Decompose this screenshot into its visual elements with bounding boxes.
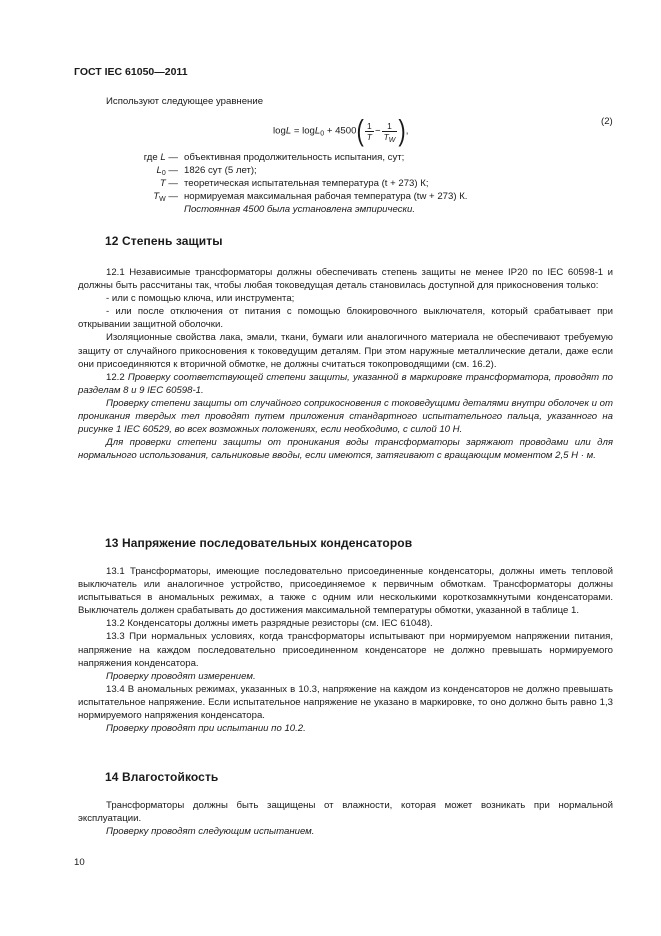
- fraction-2: $\frac{1}{T_W}$: [383, 120, 396, 144]
- close-paren: ): [398, 113, 406, 148]
- paragraph: Проверку степени защиты от случайного соприкосновения с токоведущими деталями внутри оболочек и от проникания твердых тел проводят путем приложения стандартного испытательного пальца, указанного на рисунке 1 IEC 60529, во всех возможных положениях, если необходимо, с силой 10 Н.: [78, 397, 613, 436]
- section-13-title: 13 Напряжение последовательных конденсаторов: [105, 536, 413, 550]
- list-item: - или с помощью ключа, или инструмента;: [106, 293, 295, 305]
- section-12-body: [78, 266, 613, 462]
- intro-paragraph: [78, 95, 613, 108]
- open-paren: (: [356, 113, 364, 148]
- paragraph: Проверку проводят при испытании по 10.2.: [106, 723, 306, 735]
- document-header: ГОСТ IEC 61050—2011: [74, 66, 188, 78]
- section-14-title: 14 Влагостойкость: [105, 770, 219, 784]
- paragraph: 12.2 Проверку соответствующей степени защиты, указанной в маркировке трансформатора, проводят по разделам 8 и 9 IEC 60598-1.: [78, 371, 613, 396]
- paragraph: Проверку проводят следующим испытанием.: [106, 826, 315, 838]
- paragraph: 13.1 Трансформаторы, имеющие последовательно присоединенные конденсаторы, должны иметь тепловой выключатель или аналогичное устройство, присоединяемое к первичным обмоткам. Трансформаторы должны испытываться в аномальных режимах, а также с одним или несколькими короткозамкнутыми конденсаторами. Выключатель должен срабатывать до достижения максимальной температуры обмотки, указанной в таблице 1.: [78, 566, 613, 617]
- page-number: 10: [74, 857, 85, 868]
- fraction-1: $\frac{1}{T}$: [366, 120, 372, 142]
- section-13-body: [78, 565, 613, 735]
- equation-block: [0, 112, 661, 148]
- paragraph: Проверку проводят измерением.: [106, 670, 256, 682]
- intro-text: Используют следующее уравнение: [106, 96, 264, 107]
- paragraph: 13.3 При нормальных условиях, когда трансформаторы испытывают при нормируемом напряжении питания, напряжение на каждом последовательно присоединенном конденсаторе не должно превышать нормируемого напряжения конденсатора.: [78, 631, 613, 669]
- definition-row: $L_0$ — 1826 сут (5 лет);: [156, 165, 257, 178]
- paragraph: Трансформаторы должны быть защищены от влажности, которая может возникать при нормальной эксплуатации.: [78, 800, 613, 825]
- definition-row: где L — объективная продолжительность испытания, сут;: [143, 152, 405, 163]
- section-14-body: [78, 799, 613, 838]
- paragraph: 13.2 Конденсаторы должны иметь разрядные резисторы (см. IEC 61048).: [106, 618, 433, 630]
- equation-formula: logL = logL$_0$ + 4500( $\frac{1}{T}$ − $\frac{1}{T_W}$ ),: [273, 113, 409, 148]
- equation-number: (2): [601, 116, 613, 127]
- definition-row: $T_W$ — нормируемая максимальная рабочая температура (tw + 273) К.: [153, 191, 468, 204]
- paragraph: Для проверки степени защиты от проникания воды трансформаторы заряжают проводами или для нормального использования, сальниковые вводы, если имеются, затягивают с вращающим моментом 2,5 Н · м.: [78, 437, 613, 462]
- where-definitions: [78, 151, 618, 216]
- definition-row: T — теоретическая испытательная температура (t + 273) К;: [159, 178, 429, 190]
- section-12-title: 12 Степень защиты: [105, 234, 223, 248]
- list-item: - или после отключения от питания с помощью блокировочного выключателя, который срабатывает при открывании защитной оболочки.: [78, 306, 613, 331]
- paragraph: 13.4 В аномальных режимах, указанных в 10.3, напряжение на каждом из конденсаторов не должно превышать испытательное напряжение. Если испытательное напряжение не указано в маркировке, то оно должно быть равно 1,3 нормируемого напряжения конденсатора.: [78, 683, 613, 722]
- definition-note: Постоянная 4500 была установлена эмпирически.: [184, 204, 416, 216]
- paragraph: 12.1 Независимые трансформаторы должны обеспечивать степень защиты не менее IP20 по IEC 60598-1 и должны быть рассчитаны так, чтобы любая токоведущая деталь становилась доступной для прикосновения только:: [78, 267, 613, 292]
- paragraph: Изоляционные свойства лака, эмали, ткани, бумаги или аналогичного материала не обеспечивают требуемую защиту от случайного прикосновения к токоведущим деталям. При этом наружные металлические детали, даже если они присоединяются к вторичной обмотке, не должны считаться токопроводящими (см. 16.2).: [78, 332, 613, 370]
